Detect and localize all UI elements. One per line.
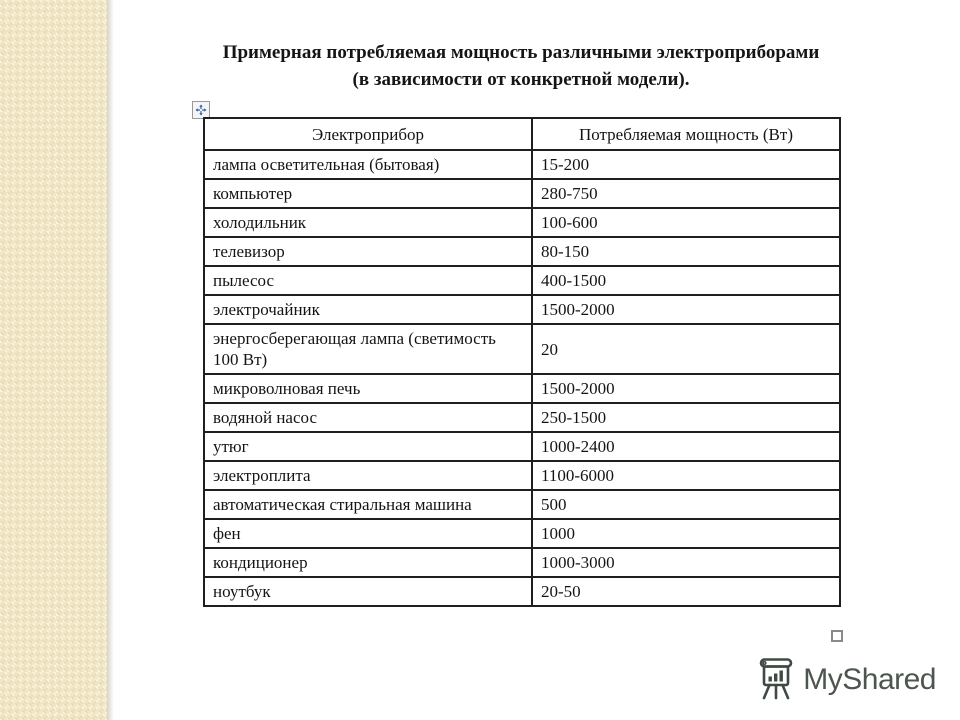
table-header-row [204, 118, 840, 150]
appliance-cell: утюг [204, 432, 532, 461]
power-cell: 20 [532, 324, 840, 374]
power-cell: 15-200 [532, 150, 840, 179]
table-row [204, 577, 840, 606]
table-row [204, 461, 840, 490]
power-cell: 500 [532, 490, 840, 519]
column-header: Электроприбор [204, 118, 532, 150]
appliance-cell: пылесос [204, 266, 532, 295]
table-row [204, 519, 840, 548]
appliance-cell: фен [204, 519, 532, 548]
appliance-cell: автоматическая стиральная машина [204, 490, 532, 519]
appliance-cell: электрочайник [204, 295, 532, 324]
easel-chart-icon [754, 657, 796, 703]
appliance-cell: микроволновая печь [204, 374, 532, 403]
slide-title-line-2: (в зависимости от конкретной модели). [352, 69, 690, 90]
table-row [204, 237, 840, 266]
appliance-cell: ноутбук [204, 577, 532, 606]
power-cell: 100-600 [532, 208, 840, 237]
power-cell: 1100-6000 [532, 461, 840, 490]
appliance-cell: водяной насос [204, 403, 532, 432]
table-row [204, 432, 840, 461]
table-resize-handle[interactable] [831, 630, 843, 642]
power-cell: 1500-2000 [532, 374, 840, 403]
power-cell: 1000-2400 [532, 432, 840, 461]
table-row [204, 179, 840, 208]
power-cell: 400-1500 [532, 266, 840, 295]
power-cell: 250-1500 [532, 403, 840, 432]
table-row [204, 295, 840, 324]
power-cell: 1000-3000 [532, 548, 840, 577]
appliance-cell: компьютер [204, 179, 532, 208]
power-cell: 20-50 [532, 577, 840, 606]
power-cell: 1000 [532, 519, 840, 548]
column-header: Потребляемая мощность (Вт) [532, 118, 840, 150]
myshared-watermark[interactable] [754, 657, 936, 703]
table-row [204, 150, 840, 179]
myshared-brand-text: MyShared [803, 663, 936, 696]
table-row [204, 324, 840, 374]
slide-title [203, 39, 839, 93]
appliance-cell: холодильник [204, 208, 532, 237]
power-cell: 280-750 [532, 179, 840, 208]
appliance-cell: телевизор [204, 237, 532, 266]
appliance-cell: электроплита [204, 461, 532, 490]
appliance-cell: энергосберегающая лампа (светимость 100 Вт) [204, 324, 532, 374]
power-cell: 80-150 [532, 237, 840, 266]
slide-side-texture [0, 0, 107, 720]
table-body [204, 150, 840, 606]
table-row [204, 266, 840, 295]
table-row [204, 374, 840, 403]
appliance-cell: лампа осветительная (бытовая) [204, 150, 532, 179]
power-consumption-table [203, 117, 841, 607]
table-row [204, 490, 840, 519]
slide-title-line-1: Примерная потребляемая мощность различными электроприборами [222, 42, 820, 63]
table-row [204, 403, 840, 432]
move-cross-icon [195, 104, 207, 116]
table-row [204, 548, 840, 577]
table-row [204, 208, 840, 237]
power-cell: 1500-2000 [532, 295, 840, 324]
appliance-cell: кондиционер [204, 548, 532, 577]
